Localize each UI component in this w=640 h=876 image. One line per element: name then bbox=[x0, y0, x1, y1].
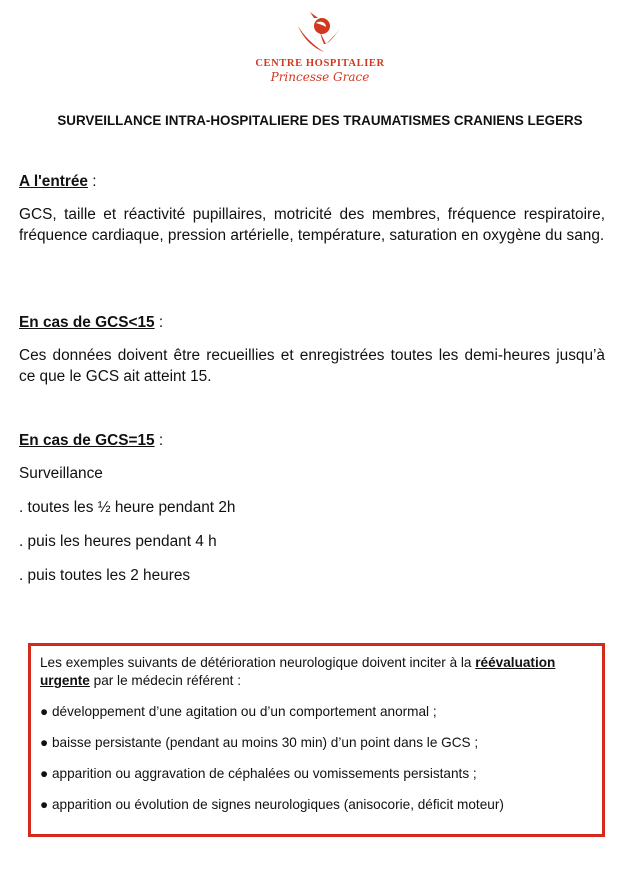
section-text: GCS, taille et réactivité pupillaires, motricité des membres, fréquence respiratoire, fréquence cardiaque, pression artérielle, température, saturation en oxygène du sang. bbox=[19, 206, 605, 244]
list-item: . toutes les ½ heure pendant 2h bbox=[19, 499, 236, 516]
alert-item: ● baisse persistante (pendant au moins 30 min) d’un point dans le GCS ; bbox=[40, 735, 479, 750]
list-item: . puis les heures pendant 4 h bbox=[19, 533, 217, 550]
alert-item: ● apparition ou aggravation de céphalées ou vomissements persistants ; bbox=[40, 766, 477, 781]
section-entry bbox=[19, 171, 605, 246]
alert-intro-text: Les exemples suivants de détérioration neurologique doivent inciter à la bbox=[40, 655, 476, 670]
logo-subtitle: Princesse Grace bbox=[270, 70, 370, 84]
logo-title: CENTRE HOSPITALIER bbox=[255, 58, 385, 69]
section-heading: A l'entrée bbox=[19, 173, 88, 190]
heading-colon: : bbox=[154, 432, 164, 449]
heading-colon: : bbox=[87, 173, 97, 190]
alert-intro-end: par le médecin référent : bbox=[89, 673, 241, 688]
alert-intro bbox=[40, 654, 594, 690]
alert-item: ● développement d’une agitation ou d’un comportement anormal ; bbox=[40, 704, 437, 719]
hospital-logo bbox=[240, 8, 400, 90]
section-text: Ces données doivent être recueillies et enregistrées toutes les demi-heures jusqu’à ce que le GCS ait atteint 15. bbox=[19, 347, 605, 385]
section-heading: En cas de GCS=15 bbox=[19, 432, 155, 449]
alert-emphasis-1: réévaluation bbox=[475, 655, 556, 670]
hospital-rose-icon bbox=[290, 8, 350, 58]
alert-emphasis-2: urgente bbox=[40, 673, 90, 688]
page-title: SURVEILLANCE INTRA-HOSPITALIERE DES TRAUMATISMES CRANIENS LEGERS bbox=[57, 113, 583, 128]
section-gcs-eq-15 bbox=[19, 430, 605, 586]
section-heading: En cas de GCS<15 bbox=[19, 314, 155, 331]
section-gcs-lt-15 bbox=[19, 312, 605, 387]
list-item: . puis toutes les 2 heures bbox=[19, 567, 191, 584]
surveillance-label: Surveillance bbox=[19, 465, 103, 482]
alert-box bbox=[28, 643, 605, 837]
heading-colon: : bbox=[154, 314, 164, 331]
alert-item: ● apparition ou évolution de signes neurologiques (anisocorie, déficit moteur) bbox=[40, 797, 504, 812]
